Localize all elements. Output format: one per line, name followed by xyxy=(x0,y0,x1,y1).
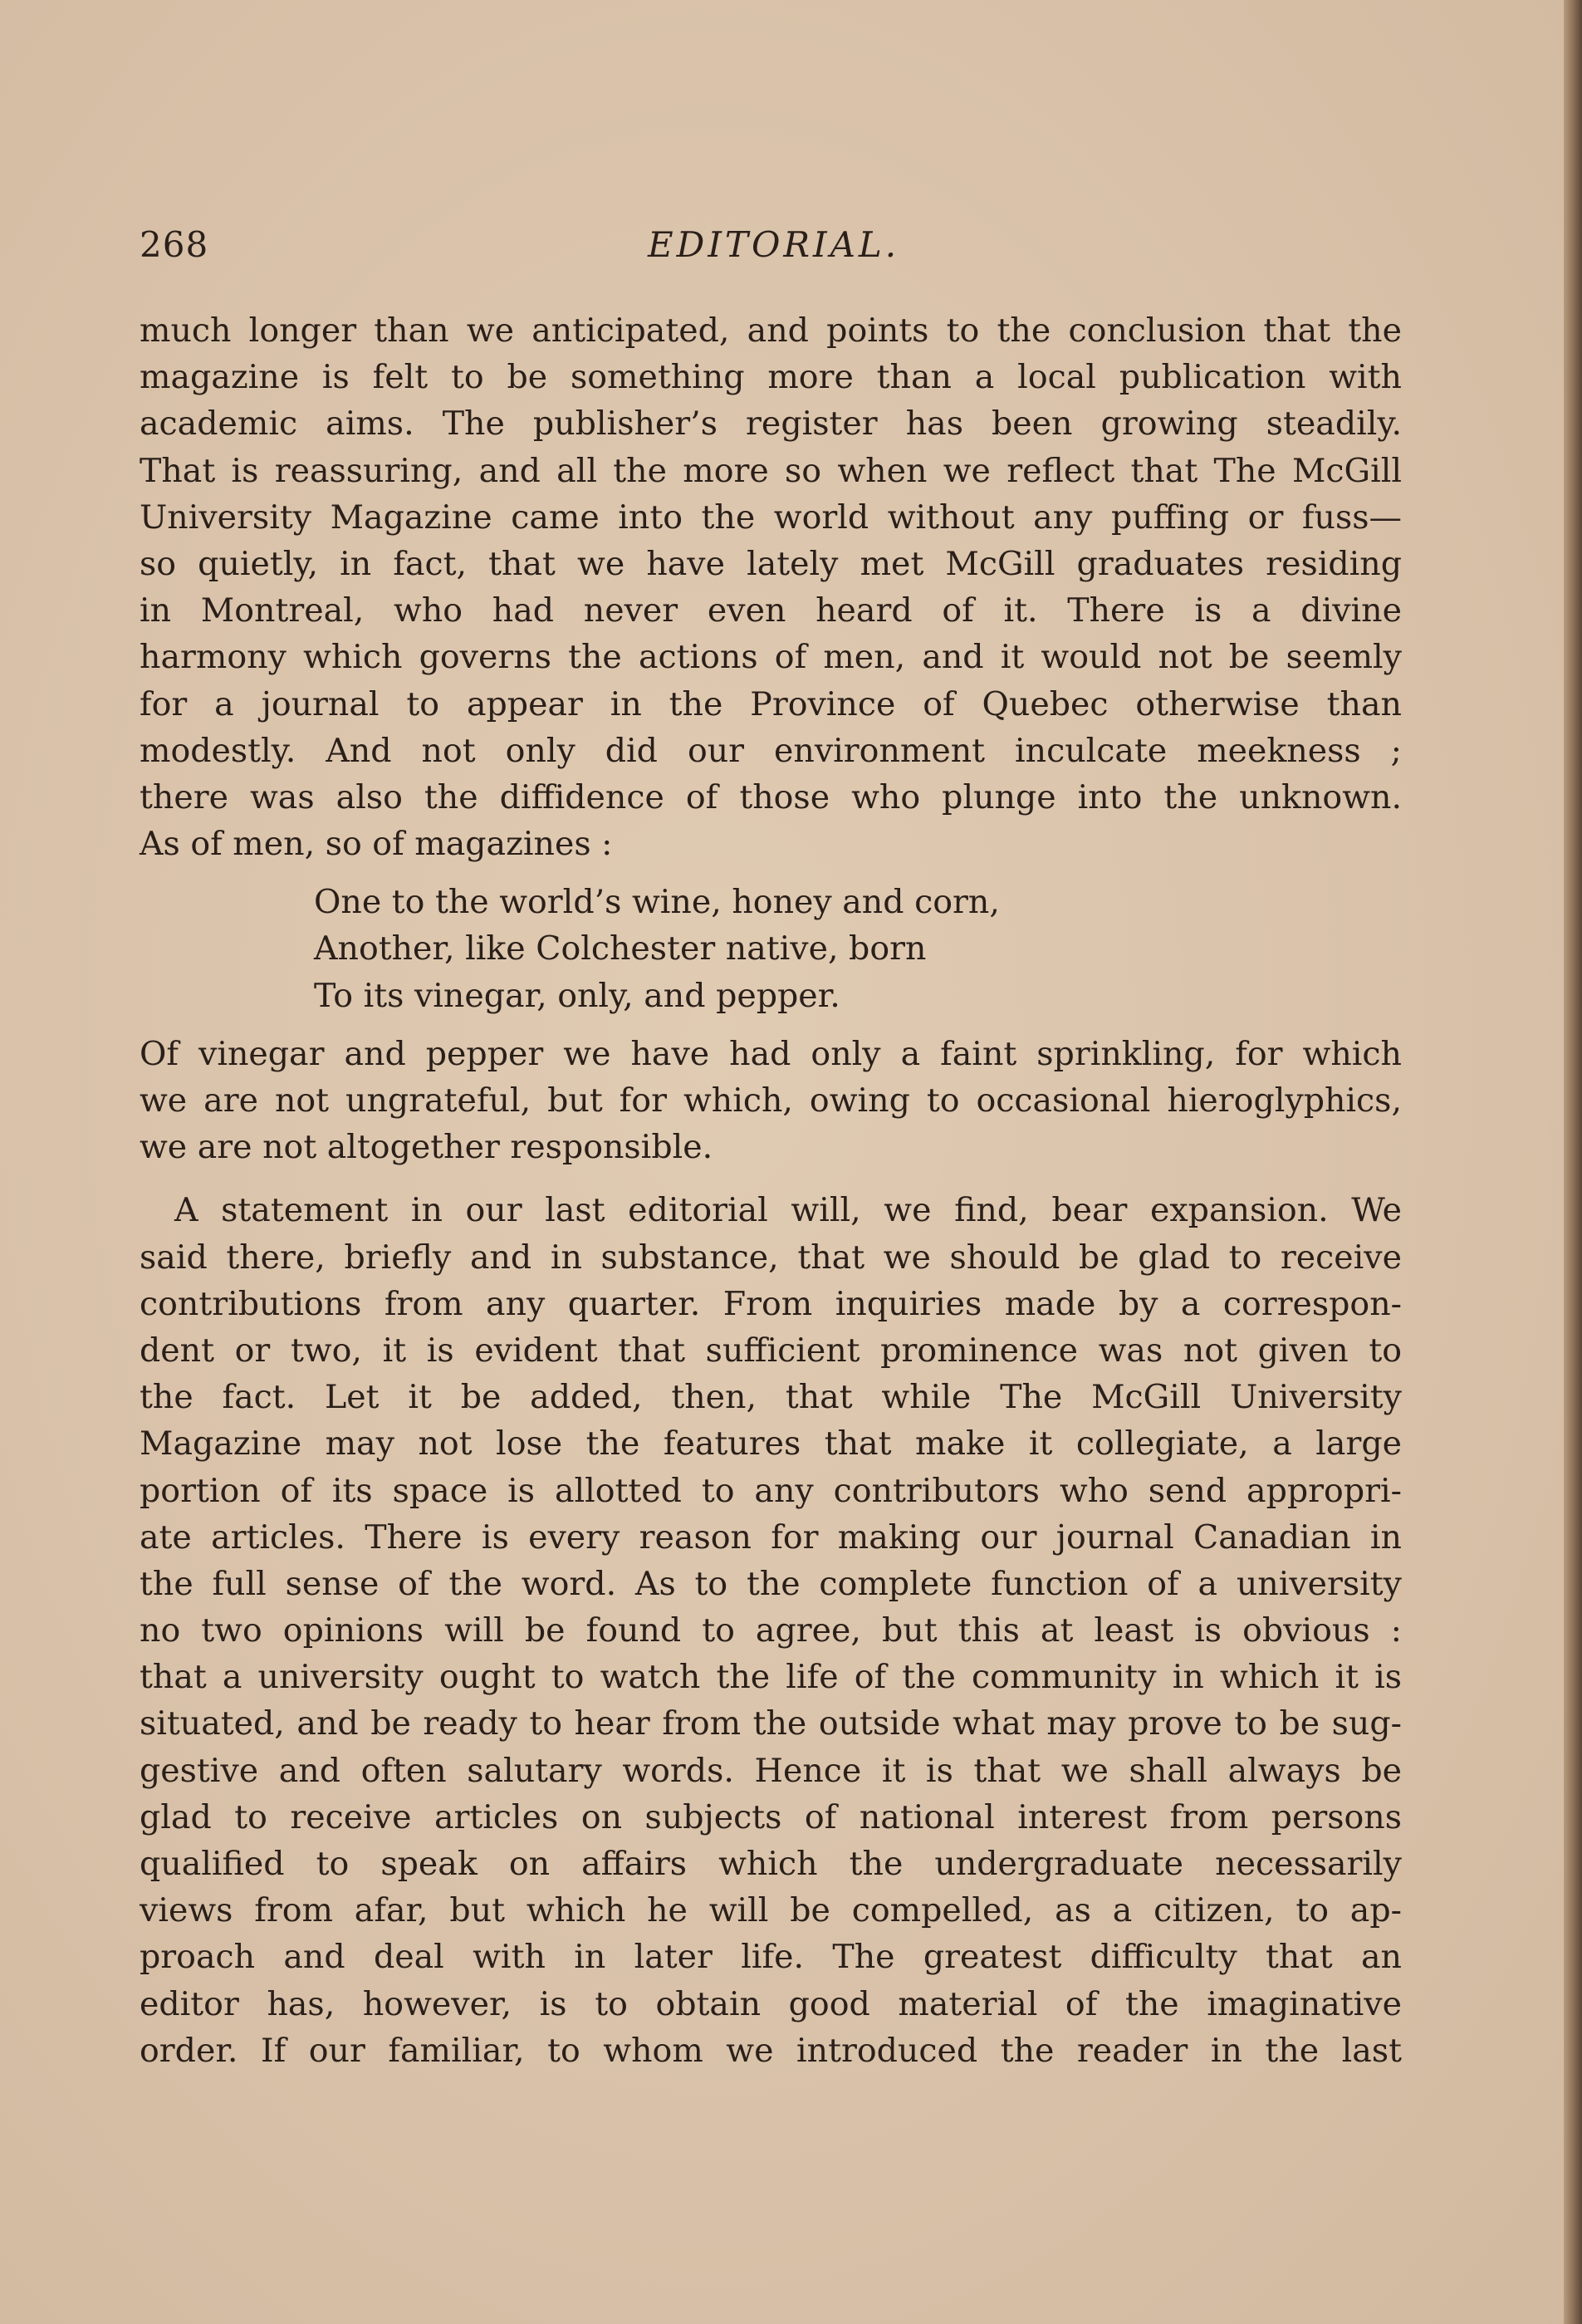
text-line: said there, briefly and in substance, that we should be glad to receive xyxy=(140,1238,1402,1277)
poem-line: To its vinegar, only, and pepper. xyxy=(314,976,840,1015)
poem-quotation xyxy=(140,879,1402,1019)
text-line: As of men, so of magazines : xyxy=(140,825,613,864)
text-line: Magazine may not lose the features that make it collegiate, a large xyxy=(140,1424,1402,1464)
page-number: 268 xyxy=(140,224,209,265)
text-line: in Montreal, who had never even heard of it. There is a divine xyxy=(140,591,1402,630)
poem-line: Another, like Colchester native, born xyxy=(314,929,927,968)
text-line: the fact. Let it be added, then, that while The McGill University xyxy=(140,1378,1402,1417)
text-line: A statement in our last editorial will, we find, bear expansion. We xyxy=(174,1191,1402,1230)
text-line: editor has, however, is to obtain good material of the imaginative xyxy=(140,1984,1402,2023)
text-line: modestly. And not only did our environment inculcate meekness ; xyxy=(140,731,1402,770)
text-line: gestive and often salutary words. Hence it is that we shall always be xyxy=(140,1751,1402,1790)
paragraph-2 xyxy=(140,1187,1402,2074)
text-line: situated, and be ready to hear from the outside what may prove to be sug- xyxy=(140,1704,1402,1743)
poem-line: One to the world’s wine, honey and corn, xyxy=(314,883,1000,922)
text-line: order. If our familiar, to whom we introduced the reader in the last xyxy=(140,2031,1402,2070)
text-line: views from afar, but which he will be compelled, as a citizen, to ap- xyxy=(140,1891,1402,1930)
text-line: we are not ungrateful, but for which, owing to occasional hieroglyphics, xyxy=(140,1081,1402,1120)
text-line: proach and deal with in later life. The greatest difficulty that an xyxy=(140,1938,1402,1977)
text-line: for a journal to appear in the Province of Quebec otherwise than xyxy=(140,684,1402,723)
text-line: contributions from any quarter. From inquiries made by a correspon- xyxy=(140,1284,1402,1323)
text-line: much longer than we anticipated, and points to the conclusion that the xyxy=(140,311,1402,350)
text-line: ate articles. There is every reason for making our journal Canadian in xyxy=(140,1517,1402,1557)
text-line: harmony which governs the actions of men, and it would not be seemly xyxy=(140,638,1402,677)
text-line: Of vinegar and pepper we have had only a faint sprinkling, for which xyxy=(140,1034,1402,1073)
text-line: so quietly, in fact, that we have lately met McGill graduates residing xyxy=(140,544,1402,583)
text-line: dent or two, it is evident that sufficient prominence was not given to xyxy=(140,1331,1402,1370)
text-line: that a university ought to watch the life of the community in which it is xyxy=(140,1658,1402,1697)
text-line: qualified to speak on affairs which the undergraduate necessarily xyxy=(140,1845,1402,1883)
text-line: there was also the diffidence of those who plunge into the unknown. xyxy=(140,777,1402,816)
paragraph-1-continued xyxy=(140,1031,1402,1171)
text-line: That is reassuring, and all the more so when we reflect that The McGill xyxy=(140,451,1402,490)
text-line: academic aims. The publisher’s register has been growing steadily. xyxy=(140,404,1402,444)
text-line: portion of its space is allotted to any contributors who send appropri- xyxy=(140,1471,1402,1510)
paragraph-1 xyxy=(140,307,1402,867)
text-line: University Magazine came into the world without any puffing or fuss— xyxy=(140,498,1402,537)
text-line: glad to receive articles on subjects of national interest from persons xyxy=(140,1797,1402,1836)
article-body xyxy=(140,307,1402,2074)
page-edge xyxy=(1564,0,1582,2324)
text-line: magazine is felt to be something more than a local publication with xyxy=(140,358,1402,397)
text-line: we are not altogether responsible. xyxy=(140,1128,713,1167)
text-line: the full sense of the word. As to the complete function of a university xyxy=(140,1564,1402,1603)
text-line: no two opinions will be found to agree, but this at least is obvious : xyxy=(140,1611,1402,1650)
page-header xyxy=(140,224,1393,282)
running-title: EDITORIAL. xyxy=(648,224,900,265)
